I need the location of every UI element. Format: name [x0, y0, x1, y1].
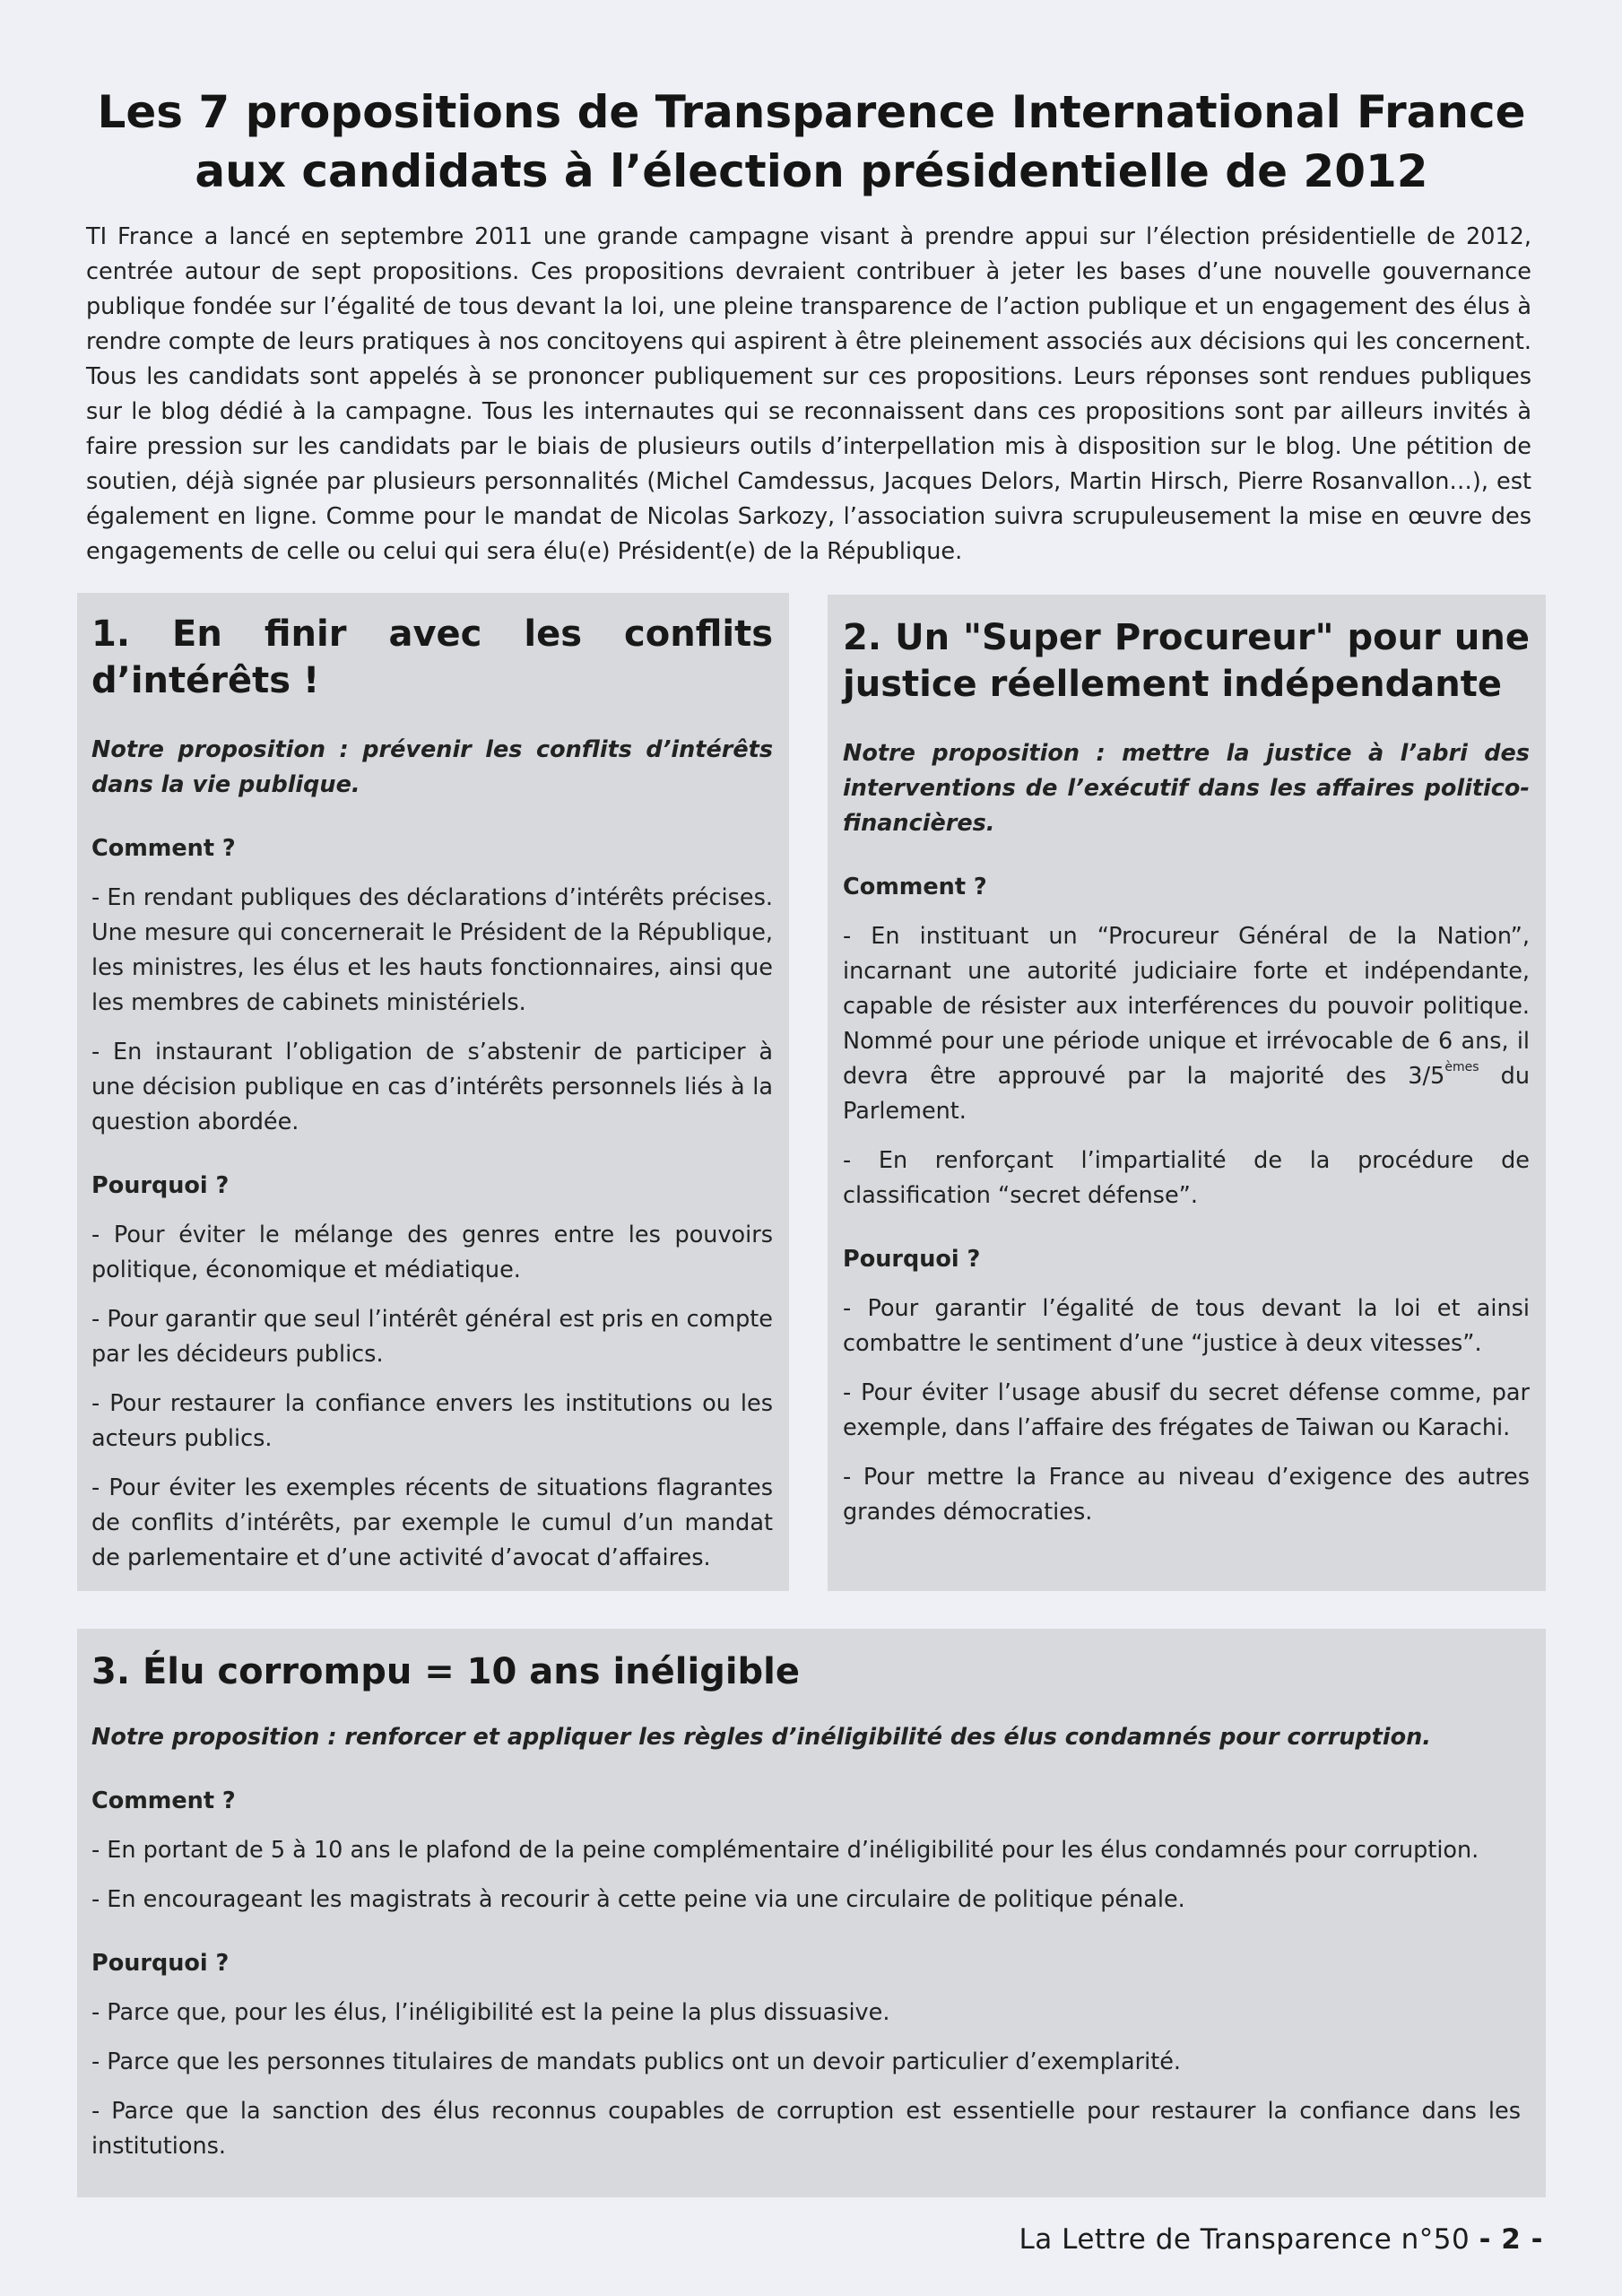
proposition-3-pourquoi-label: Pourquoi ?: [91, 1950, 230, 1977]
proposition-2-comment-label: Comment ?: [843, 874, 987, 900]
proposition-3-comment-item: - En encourageant les magistrats à recourir à cette peine via une circulaire de politique pénale.: [91, 1886, 1185, 1913]
proposition-1-comment-item: - En instaurant l’obligation de s’abstenir de participer à une décision publique en cas d’intérêts personnels liés à la question abordée.: [91, 1039, 773, 1135]
page-title: [81, 83, 1542, 201]
proposition-3-pourquoi-item: - Parce que, pour les élus, l’inéligibilité est la peine la plus dissuasive.: [91, 1999, 890, 2026]
proposition-box-1: [77, 593, 789, 1591]
proposition-1-comment-label: Comment ?: [91, 835, 236, 862]
proposition-2-pourquoi-label: Pourquoi ?: [843, 1246, 981, 1273]
proposition-3-comment-label: Comment ?: [91, 1787, 236, 1814]
proposition-2-pourquoi-item: - Pour garantir l’égalité de tous devant la loi et ainsi combattre le sentiment d’une “justice à deux vitesses”.: [843, 1295, 1530, 1357]
superscript: èmes: [1444, 1060, 1479, 1074]
proposition-1-heading: 1. En finir avec les conflits d’intérêts !: [91, 613, 773, 701]
title-line-1: Les 7 propositions de Transparence International France: [97, 86, 1526, 138]
page-number: - 2 -: [1479, 2223, 1543, 2256]
comment-text: - En instituant un “Procureur Général de la Nation”, incarnant une autorité judiciaire forte et indépendante, capable de résister aux interférences du pouvoir politique. Nommé pour une période unique et irrévocable de 6 ans, il devra être approuvé par la majorité des 3/5: [843, 923, 1530, 1090]
proposition-1-pourquoi-item: - Pour éviter les exemples récents de situations flagrantes de conflits d’intérêts, par exemple le cumul d’un mandat de parlementaire et d’une activité d’avocat d’affaires.: [91, 1474, 773, 1571]
page-footer: [1019, 2222, 1543, 2257]
proposition-box-3: [77, 1629, 1546, 2197]
intro-paragraph: TI France a lancé en septembre 2011 une grande campagne visant à prendre appui sur l’élection présidentielle de 2012, centrée autour de sept propositions. Ces propositions devraient contribuer à jeter les bases d’une nouvelle gouvernance publique fondée sur l’égalité de tous devant la loi, une pleine transparence de l’action publique et un engagement des élus à rendre compte de leurs pratiques à nos concitoyens qui aspirent à être pleinement associés aux décisions qui les concernent. Tous les candidats sont appelés à se prononcer publiquement sur ces propositions. Leurs réponses sont rendues publiques sur le blog dédié à la campagne. Tous les internautes qui se reconnaissent dans ces propositions sont par ailleurs invités à faire pression sur les candidats par le biais de plusieurs outils d’interpellation mis à disposition sur le blog. Une pétition de soutien, déjà signée par plusieurs personnalités (Michel Camdessus, Jacques Delors, Martin Hirsch, Pierre Rosanvallon…), est également en ligne. Comme pour le mandat de Nicolas Sarkozy, l’association suivra scrupuleusement la mise en œuvre des engagements de celle ou celui qui sera élu(e) Président(e) de la République.: [86, 223, 1531, 565]
proposition-3-statement: Notre proposition : renforcer et appliquer les règles d’inéligibilité des élus condamnés pour corruption.: [91, 1724, 1431, 1751]
title-line-2: aux candidats à l’élection présidentielle de 2012: [195, 145, 1428, 197]
proposition-box-2: [828, 595, 1546, 1591]
proposition-2-comment-item: - En renforçant l’impartialité de la procédure de classification “secret défense”.: [843, 1147, 1530, 1209]
proposition-3-heading: 3. Élu corrompu = 10 ans inéligible: [91, 1651, 801, 1692]
proposition-1-pourquoi-item: - Pour garantir que seul l’intérêt général est pris en compte par les décideurs publics.: [91, 1306, 773, 1368]
proposition-2-statement: Notre proposition : mettre la justice à l’abri des interventions de l’exécutif dans les affaires politico-financières.: [843, 740, 1530, 837]
proposition-2-pourquoi-item: - Pour mettre la France au niveau d’exigence des autres grandes démocraties.: [843, 1464, 1530, 1526]
proposition-3-pourquoi-item: - Parce que les personnes titulaires de mandats publics ont un devoir particulier d’exemplarité.: [91, 2048, 1181, 2075]
proposition-2-comment-item: [843, 919, 1530, 1129]
proposition-1-comment-item: - En rendant publiques des déclarations d’intérêts précises. Une mesure qui concernerait le Président de la République, les ministres, les élus et les hauts fonctionnaires, ainsi que les membres de cabinets ministériels.: [91, 884, 773, 1016]
proposition-1-pourquoi-item: - Pour restaurer la confiance envers les institutions ou les acteurs publics.: [91, 1390, 773, 1452]
proposition-2-heading: 2. Un "Super Procureur" pour une justice réellement indépendante: [843, 617, 1530, 705]
comment-text: du Parlement.: [843, 1063, 1530, 1125]
publication-name: La Lettre de Transparence n°50: [1019, 2223, 1470, 2256]
proposition-3-pourquoi-item: - Parce que la sanction des élus reconnus coupables de corruption est essentielle pour restaurer la confiance dans les institutions.: [91, 2098, 1521, 2160]
proposition-3-comment-item: - En portant de 5 à 10 ans le plafond de la peine complémentaire d’inéligibilité pour les élus condamnés pour corruption.: [91, 1837, 1479, 1864]
proposition-1-pourquoi-label: Pourquoi ?: [91, 1172, 230, 1199]
proposition-2-pourquoi-item: - Pour éviter l’usage abusif du secret défense comme, par exemple, dans l’affaire des frégates de Taiwan ou Karachi.: [843, 1379, 1530, 1441]
proposition-1-statement: Notre proposition : prévenir les conflits d’intérêts dans la vie publique.: [91, 736, 773, 798]
proposition-1-pourquoi-item: - Pour éviter le mélange des genres entre les pouvoirs politique, économique et médiatique.: [91, 1222, 773, 1283]
